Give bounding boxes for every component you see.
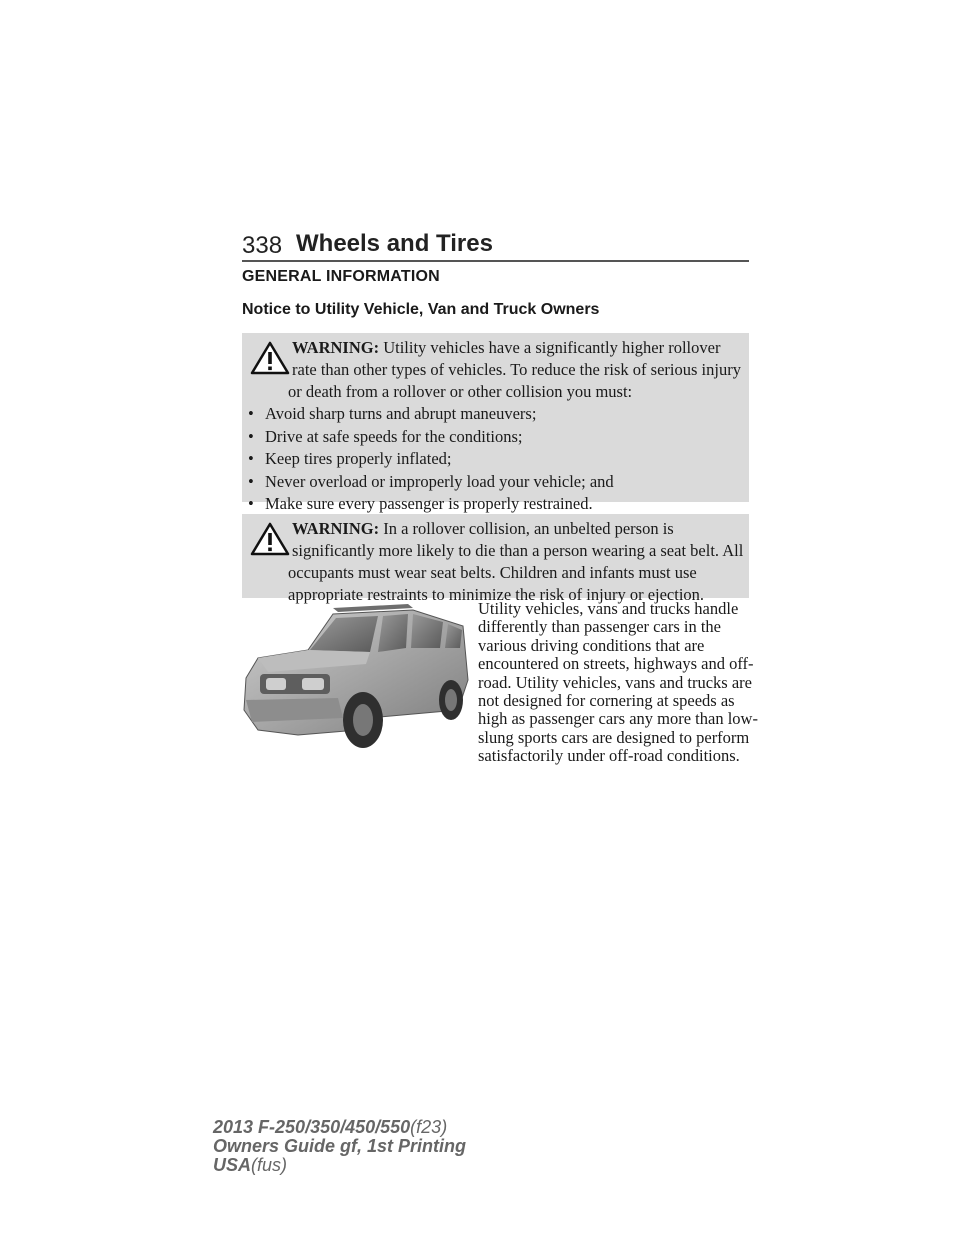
page-number: 338 (242, 232, 283, 259)
warning-text (246, 337, 745, 403)
warning-triangle-icon (250, 341, 290, 375)
list-item: • Drive at safe speeds for the conditions; (248, 426, 523, 446)
notice-subheading: Notice to Utility Vehicle, Van and Truck Owners (242, 301, 600, 318)
warning-body: In a rollover collision, an unbelted person is significantly more likely to die than a person wearing a seat belt. All occupants must wear seat belts. Children and infants must use appropriate restraints to minimize the risk of injury or ejection. (288, 519, 744, 604)
warning-box-rollover (242, 333, 749, 513)
footer-line-3: USA(fus) (213, 1155, 288, 1175)
utility-vehicle-handling-paragraph: Utility vehicles, vans and trucks handle differently than passenger cars in the various driving conditions that are encountered on streets, highways and off-road. Utility vehicles, vans and trucks are not designed for cornering at speeds as high as passenger cars any more than low-slung sports cars are designed to perform satisfactorily under off-road conditions. (478, 599, 758, 766)
footer-line-1: 2013 F-250/350/450/550(f23) (213, 1117, 448, 1137)
list-item: • Never overload or improperly load your vehicle; and (248, 471, 614, 491)
suv-illustration (238, 600, 470, 750)
warning-label: WARNING: (292, 338, 380, 357)
list-item: • Make sure every passenger is properly restrained. (248, 494, 593, 513)
list-item: • Keep tires properly inflated; (248, 449, 452, 468)
footer-line-2: Owners Guide gf, 1st Printing (213, 1136, 467, 1156)
list-item: • Avoid sharp turns and abrupt maneuvers; (248, 404, 537, 423)
general-information-heading: GENERAL INFORMATION (242, 268, 440, 285)
rollover-precautions-list (246, 403, 745, 516)
footer (213, 1118, 466, 1175)
warning-triangle-icon (250, 522, 290, 556)
warning-text (246, 518, 745, 606)
header-rule (242, 260, 749, 262)
warning-body: Utility vehicles have a significantly higher rollover rate than other types of vehicles. To reduce the risk of serious injury or death from a rollover or other collision you must: (288, 338, 741, 401)
section-title: Wheels and Tires (296, 230, 493, 257)
warning-label: WARNING: (292, 519, 380, 538)
warning-box-seatbelt (242, 514, 749, 604)
